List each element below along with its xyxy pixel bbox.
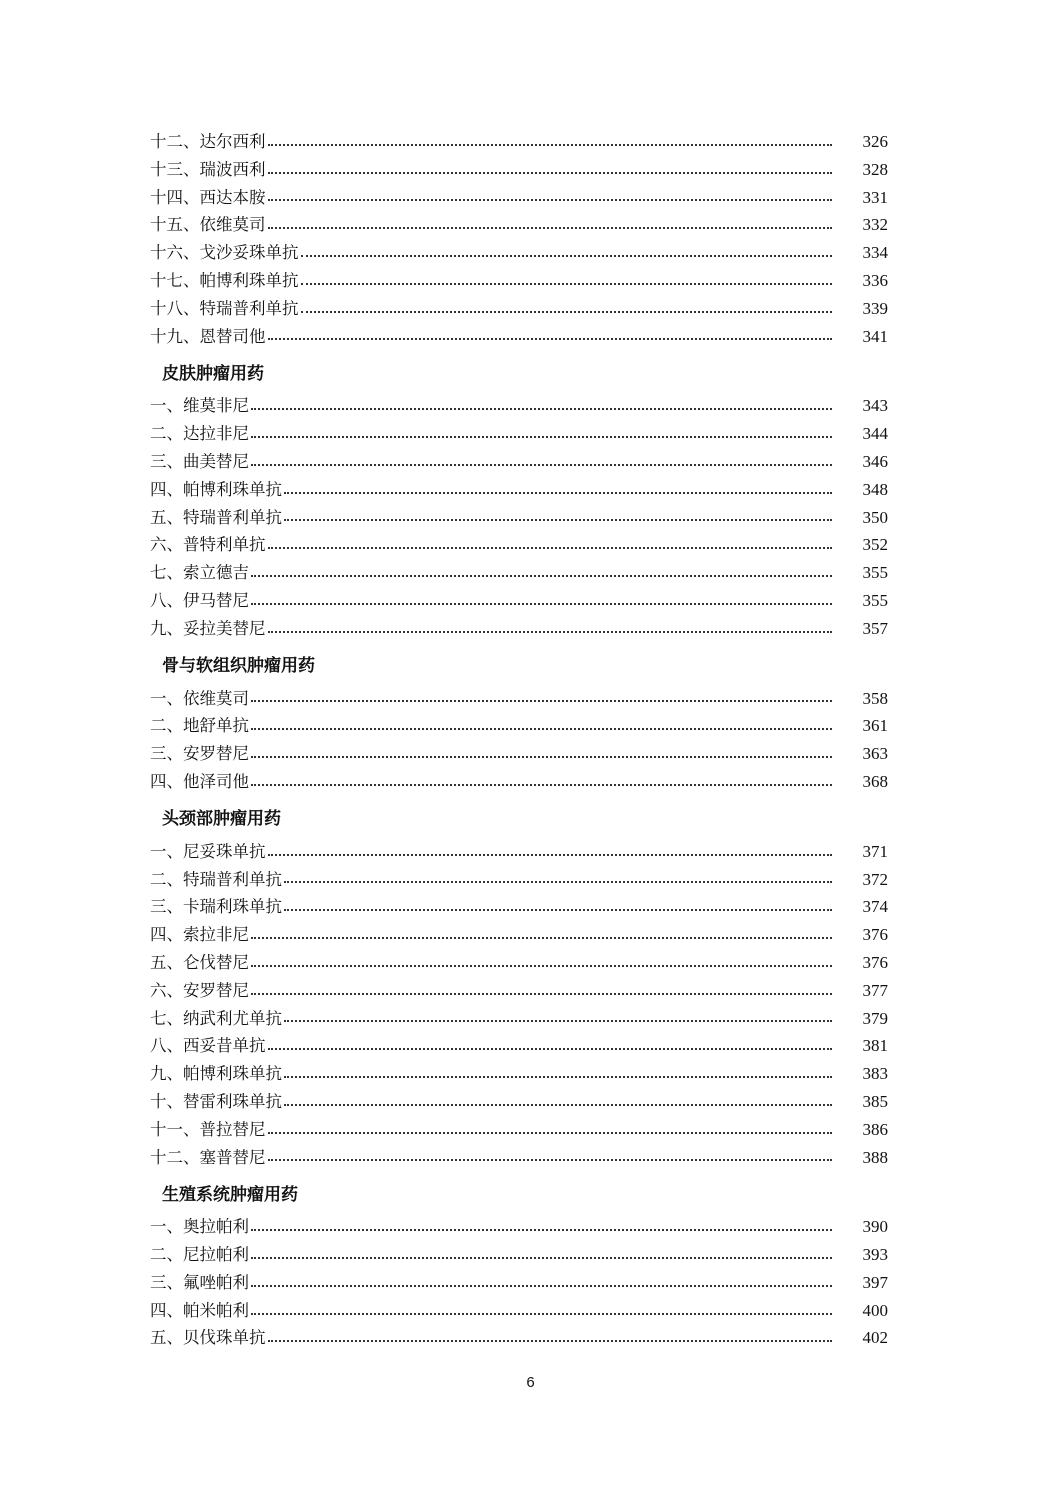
- toc-entry-page: 371: [862, 841, 888, 861]
- toc-entry-page: 400: [862, 1300, 888, 1320]
- toc-entry-title: 一、依维莫司: [150, 688, 249, 708]
- toc-entry-page: 385: [862, 1091, 888, 1111]
- dot-leader: [284, 881, 832, 883]
- toc-entry-title: 四、帕米帕利: [150, 1300, 249, 1320]
- toc-entry-page: 381: [862, 1036, 888, 1056]
- dot-leader: [268, 1159, 833, 1161]
- toc-entry[interactable]: [150, 128, 888, 156]
- dot-leader: [251, 993, 832, 995]
- toc-entry[interactable]: [150, 323, 888, 351]
- toc-entry-title: 六、安罗替尼: [150, 980, 249, 1000]
- dot-leader: [268, 1048, 833, 1050]
- toc-entry[interactable]: [150, 448, 888, 476]
- toc-entry-title: 十八、特瑞普利单抗: [150, 298, 299, 318]
- toc-entry-title: 八、伊马替尼: [150, 590, 249, 610]
- toc-entry-title: 九、妥拉美替尼: [150, 618, 266, 638]
- toc-entry-title: 四、他泽司他: [150, 771, 249, 791]
- dot-leader: [268, 338, 833, 340]
- toc-entry-title: 一、奥拉帕利: [150, 1217, 249, 1237]
- toc-entry-page: 331: [862, 187, 888, 207]
- toc-entry-page: 376: [862, 952, 888, 972]
- toc-entry[interactable]: [150, 921, 888, 949]
- toc-entry-title: 十五、依维莫司: [150, 215, 266, 235]
- toc-entry-title: 十、替雷利珠单抗: [150, 1091, 282, 1111]
- toc-entry[interactable]: [150, 949, 888, 977]
- dot-leader: [251, 464, 832, 466]
- toc-entry[interactable]: [150, 504, 888, 532]
- toc-entry-title: 十六、戈沙妥珠单抗: [150, 243, 299, 263]
- toc-entry[interactable]: [150, 184, 888, 212]
- toc-entry[interactable]: [150, 531, 888, 559]
- dot-leader: [268, 144, 833, 146]
- toc-entry-page: 386: [862, 1119, 888, 1139]
- toc-entry-page: 374: [862, 897, 888, 917]
- toc-entry-title: 十二、塞普替尼: [150, 1147, 266, 1167]
- toc-entry-title: 四、索拉非尼: [150, 925, 249, 945]
- dot-leader: [301, 311, 833, 313]
- toc-entry-page: 343: [862, 396, 888, 416]
- toc-entry-page: 388: [862, 1147, 888, 1167]
- toc-section-heading: 头颈部肿瘤用药: [162, 809, 281, 830]
- toc-entry[interactable]: [150, 1060, 888, 1088]
- toc-entry-title: 十四、西达本胺: [150, 187, 266, 207]
- toc-entry-title: 三、安罗替尼: [150, 744, 249, 764]
- toc-entry[interactable]: [150, 267, 888, 295]
- toc-entry-title: 二、达拉非尼: [150, 424, 249, 444]
- toc-entry-title: 十三、瑞波西利: [150, 159, 266, 179]
- toc-entry-page: 326: [862, 132, 888, 151]
- dot-leader: [251, 1229, 832, 1231]
- toc-entry[interactable]: [150, 685, 888, 713]
- dot-leader: [251, 408, 832, 410]
- toc-entry-title: 三、氟唑帕利: [150, 1272, 249, 1292]
- toc-entry-page: 372: [862, 869, 888, 889]
- dot-leader: [251, 1257, 832, 1259]
- toc-entry[interactable]: [150, 740, 888, 768]
- dot-leader: [284, 1104, 832, 1106]
- toc-entry[interactable]: [150, 295, 888, 323]
- page-number: 6: [526, 1374, 535, 1391]
- dot-leader: [268, 1132, 833, 1134]
- dot-leader: [301, 283, 833, 285]
- toc-entry-page: 352: [862, 535, 888, 555]
- toc-entry[interactable]: [150, 1005, 888, 1033]
- toc-entry-page: 344: [862, 424, 888, 444]
- dot-leader: [251, 1313, 832, 1315]
- dot-leader: [251, 700, 832, 702]
- toc-entry-page: 377: [862, 980, 888, 1000]
- toc-entry[interactable]: [150, 211, 888, 239]
- toc-entry[interactable]: [150, 1116, 888, 1144]
- toc-entry-page: 332: [862, 215, 888, 235]
- toc-entry[interactable]: [150, 1088, 888, 1116]
- toc-entry-page: 361: [862, 716, 888, 736]
- dot-leader: [284, 909, 832, 911]
- toc-entry[interactable]: [150, 1144, 888, 1172]
- toc-entry[interactable]: [150, 712, 888, 740]
- dot-leader: [284, 1076, 832, 1078]
- toc-entry[interactable]: [150, 893, 888, 921]
- toc-entry-page: 390: [862, 1217, 888, 1237]
- dot-leader: [251, 436, 832, 438]
- toc-entry-page: 358: [862, 688, 888, 708]
- toc-entry[interactable]: [150, 420, 888, 448]
- toc-entry[interactable]: [150, 1324, 888, 1352]
- toc-entry[interactable]: [150, 1241, 888, 1269]
- toc-entry-title: 七、索立德吉: [150, 563, 249, 583]
- toc-entry-page: 350: [862, 507, 888, 527]
- toc-entry-title: 二、地舒单抗: [150, 716, 249, 736]
- toc-entry[interactable]: [150, 838, 888, 866]
- toc-entry-page: 379: [862, 1008, 888, 1028]
- toc-entry-title: 九、帕博利珠单抗: [150, 1064, 282, 1084]
- toc-entry-page: 355: [862, 590, 888, 610]
- toc-entry-title: 七、纳武利尤单抗: [150, 1008, 282, 1028]
- toc-entry[interactable]: [150, 392, 888, 420]
- dot-leader: [301, 255, 833, 257]
- toc-entry-title: 一、尼妥珠单抗: [150, 841, 266, 861]
- dot-leader: [268, 854, 833, 856]
- toc-section-heading: 骨与软组织肿瘤用药: [162, 656, 315, 677]
- dot-leader: [251, 1285, 832, 1287]
- toc-entry-title: 三、曲美替尼: [150, 451, 249, 471]
- dot-leader: [268, 631, 833, 633]
- toc-entry-title: 五、仑伐替尼: [150, 952, 249, 972]
- toc-entry[interactable]: [150, 559, 888, 587]
- toc-entry-page: 334: [862, 243, 888, 263]
- toc-entry-page: 348: [862, 479, 888, 499]
- toc-entry-title: 二、尼拉帕利: [150, 1245, 249, 1265]
- dot-leader: [268, 1340, 833, 1342]
- toc-entry-title: 二、特瑞普利单抗: [150, 869, 282, 889]
- toc-entry-title: 十二、达尔西利: [150, 132, 266, 151]
- dot-leader: [251, 575, 832, 577]
- toc-entry[interactable]: [150, 866, 888, 894]
- toc-entry-page: 328: [862, 159, 888, 179]
- toc-entry-page: 346: [862, 451, 888, 471]
- dot-leader: [268, 547, 833, 549]
- toc-entry-page: 363: [862, 744, 888, 764]
- toc-entry-title: 一、维莫非尼: [150, 396, 249, 416]
- dot-leader: [284, 1020, 832, 1022]
- toc-entry[interactable]: [150, 768, 888, 796]
- toc-entry-title: 四、帕博利珠单抗: [150, 479, 282, 499]
- toc-entry-page: 355: [862, 563, 888, 583]
- toc-entry-page: 402: [862, 1328, 888, 1348]
- toc-entry[interactable]: [150, 615, 888, 643]
- toc-section-heading: 生殖系统肿瘤用药: [162, 1184, 298, 1205]
- table-of-contents: [150, 128, 888, 1352]
- toc-entry[interactable]: [150, 1297, 888, 1325]
- dot-leader: [284, 492, 832, 494]
- toc-entry-title: 十七、帕博利珠单抗: [150, 270, 299, 290]
- toc-entry[interactable]: [150, 1032, 888, 1060]
- toc-entry[interactable]: [150, 977, 888, 1005]
- dot-leader: [251, 937, 832, 939]
- dot-leader: [251, 784, 832, 786]
- toc-entry[interactable]: [150, 239, 888, 267]
- toc-entry-title: 五、特瑞普利单抗: [150, 507, 282, 527]
- dot-leader: [251, 603, 832, 605]
- toc-entry-title: 五、贝伐珠单抗: [150, 1328, 266, 1348]
- toc-section-heading: 皮肤肿瘤用药: [162, 363, 264, 384]
- toc-entry[interactable]: [150, 156, 888, 184]
- toc-entry-page: 336: [862, 270, 888, 290]
- toc-entry-page: 368: [862, 771, 888, 791]
- toc-entry-page: 393: [862, 1245, 888, 1265]
- dot-leader: [284, 519, 832, 521]
- dot-leader: [251, 728, 832, 730]
- toc-entry-page: 383: [862, 1064, 888, 1084]
- dot-leader: [251, 756, 832, 758]
- dot-leader: [268, 227, 833, 229]
- toc-entry-page: 341: [862, 326, 888, 346]
- toc-entry[interactable]: [150, 1269, 888, 1297]
- dot-leader: [268, 199, 833, 201]
- toc-entry-title: 三、卡瑞利珠单抗: [150, 897, 282, 917]
- toc-entry-title: 六、普特利单抗: [150, 535, 266, 555]
- dot-leader: [268, 172, 833, 174]
- toc-entry-page: 397: [862, 1272, 888, 1292]
- toc-entry[interactable]: [150, 1213, 888, 1241]
- toc-entry-title: 十一、普拉替尼: [150, 1119, 266, 1139]
- toc-entry-page: 376: [862, 925, 888, 945]
- dot-leader: [251, 965, 832, 967]
- toc-entry-page: 357: [862, 618, 888, 638]
- toc-entry-title: 十九、恩替司他: [150, 326, 266, 346]
- toc-entry[interactable]: [150, 476, 888, 504]
- toc-entry[interactable]: [150, 587, 888, 615]
- toc-entry-title: 八、西妥昔单抗: [150, 1036, 266, 1056]
- toc-entry-page: 339: [862, 298, 888, 318]
